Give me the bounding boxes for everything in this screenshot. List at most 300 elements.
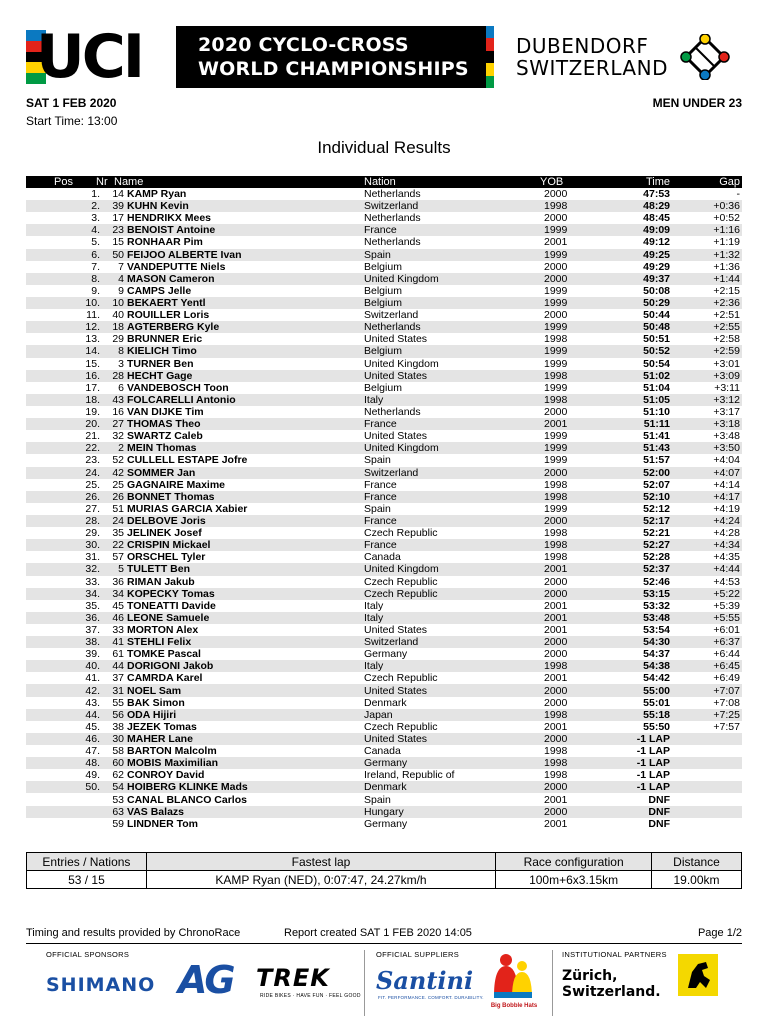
cell-pos: 38. xyxy=(85,636,100,649)
cell-nation: United States xyxy=(364,684,428,697)
cell-name: BRUNNER Eric xyxy=(127,333,203,346)
table-row xyxy=(26,818,742,830)
table-row xyxy=(26,236,742,248)
cell-name: MORTON Alex xyxy=(127,623,199,636)
cell-yob: 1998 xyxy=(544,757,568,770)
table-row xyxy=(26,733,742,745)
trek-tagline: RIDE BIKES · HAVE FUN · FEEL GOOD xyxy=(260,993,361,999)
cell-yob: 2000 xyxy=(544,636,568,649)
table-row xyxy=(26,418,742,430)
cell-nr: 54 xyxy=(112,781,124,794)
cell-name: TURNER Ben xyxy=(127,357,194,370)
santini-tagline: FIT. PERFORMANCE. COMFORT. DURABILITY. xyxy=(378,995,484,1000)
table-row xyxy=(26,188,742,200)
partner-divider xyxy=(552,950,553,1016)
entries-value: 53 / 15 xyxy=(27,871,147,889)
race-meta xyxy=(26,96,117,128)
cell-nr: 31 xyxy=(112,684,124,697)
cell-gap: +5:39 xyxy=(713,599,740,612)
table-row xyxy=(26,588,742,600)
table-row xyxy=(26,442,742,454)
cell-name: FEIJOO ALBERTE Ivan xyxy=(127,248,242,261)
cell-gap: +3:48 xyxy=(713,430,740,443)
cell-gap: +2:58 xyxy=(713,333,740,346)
cell-pos: 46. xyxy=(85,732,100,745)
cell-gap: +4:19 xyxy=(713,502,740,515)
cell-yob: 2001 xyxy=(544,418,568,431)
cell-yob: 2001 xyxy=(544,236,568,249)
entries-label: Entries / Nations xyxy=(27,853,147,871)
cell-time: -1 LAP xyxy=(636,732,670,745)
table-row xyxy=(26,297,742,309)
dubendorf-logo-icon xyxy=(680,34,730,80)
cell-pos: 36. xyxy=(85,611,100,624)
cell-name: LEONE Samuele xyxy=(127,611,210,624)
cell-gap: +1:32 xyxy=(713,248,740,261)
col-header-time: Time xyxy=(645,176,670,188)
table-row xyxy=(26,563,742,575)
zurich-logo xyxy=(562,968,661,1000)
cell-gap: +2:51 xyxy=(713,309,740,322)
cell-nation: Switzerland xyxy=(364,309,419,322)
cell-nation: Ireland, Republic of xyxy=(364,769,455,782)
table-row xyxy=(26,479,742,491)
cell-nr: 24 xyxy=(112,515,124,527)
cell-time: 55:18 xyxy=(643,708,670,721)
zurich-line1: Zürich, xyxy=(562,968,618,984)
col-header-gap: Gap xyxy=(719,176,740,188)
fastest-lap-value: KAMP Ryan (NED), 0:07:47, 24.27km/h xyxy=(146,871,495,889)
cell-gap: +1:19 xyxy=(713,236,740,249)
cell-pos: 34. xyxy=(85,587,100,600)
cell-gap: +6:01 xyxy=(713,623,740,636)
cell-gap: +6:45 xyxy=(713,660,740,673)
cell-time: 55:00 xyxy=(643,684,670,697)
cell-time: DNF xyxy=(648,793,670,806)
uci-logo-text: UCI xyxy=(36,22,143,92)
cell-yob: 1998 xyxy=(544,393,568,406)
cell-name: MOBIS Maximilian xyxy=(127,757,219,770)
cell-pos: 19. xyxy=(85,406,100,419)
cell-time: 52:17 xyxy=(643,515,670,527)
cell-nation: Switzerland xyxy=(364,636,419,649)
table-row xyxy=(26,551,742,563)
summary-header-row xyxy=(27,853,742,871)
location-line2: SWITZERLAND xyxy=(516,56,668,80)
cell-nation: United Kingdom xyxy=(364,272,439,285)
cell-name: BARTON Malcolm xyxy=(127,745,217,758)
cell-pos: 37. xyxy=(85,623,100,636)
cell-gap: +2:15 xyxy=(713,284,740,297)
cell-nr: 50 xyxy=(112,248,124,261)
cell-name: CONROY David xyxy=(127,769,205,782)
cell-nation: Belgium xyxy=(364,381,402,394)
cell-pos: 29. xyxy=(85,527,100,540)
cell-gap: +4:14 xyxy=(713,478,740,491)
cell-yob: 1998 xyxy=(544,478,568,491)
table-row xyxy=(26,430,742,442)
table-row xyxy=(26,624,742,636)
race-date: SAT 1 FEB 2020 xyxy=(26,96,117,110)
cell-time: 51:57 xyxy=(643,454,670,467)
cell-time: 53:32 xyxy=(643,599,670,612)
results-body xyxy=(26,188,742,830)
table-row xyxy=(26,672,742,684)
cell-yob: 2001 xyxy=(544,817,568,830)
table-row xyxy=(26,224,742,236)
table-row xyxy=(26,648,742,660)
cell-pos: 10. xyxy=(85,297,100,310)
start-time: Start Time: 13:00 xyxy=(26,114,118,128)
cell-time: 51:41 xyxy=(643,430,670,443)
cell-pos: 39. xyxy=(85,648,100,661)
table-row xyxy=(26,491,742,503)
cell-pos: 15. xyxy=(85,357,100,370)
cell-time: 52:37 xyxy=(643,563,670,576)
cell-pos: 41. xyxy=(85,672,100,685)
cell-gap: +6:49 xyxy=(713,672,740,685)
cell-yob: 1999 xyxy=(544,357,568,370)
cell-nr: 40 xyxy=(112,309,124,322)
cell-pos: 14. xyxy=(85,345,100,358)
cell-gap: +3:50 xyxy=(713,442,740,455)
cell-pos: 1. xyxy=(91,188,100,201)
cell-gap: +2:59 xyxy=(713,345,740,358)
cell-yob: 2000 xyxy=(544,466,568,479)
cell-name: HECHT Gage xyxy=(127,369,193,382)
cell-pos: 28. xyxy=(85,515,100,527)
cell-nation: Spain xyxy=(364,502,391,515)
cell-pos: 20. xyxy=(85,418,100,431)
cell-nr: 55 xyxy=(112,696,124,709)
cell-yob: 2001 xyxy=(544,611,568,624)
cell-pos: 6. xyxy=(91,248,100,261)
cell-pos: 31. xyxy=(85,551,100,564)
fastest-lap-label: Fastest lap xyxy=(146,853,495,871)
cell-time: 49:12 xyxy=(643,236,670,249)
cell-name: HOIBERG KLINKE Mads xyxy=(127,781,248,794)
table-row xyxy=(26,200,742,212)
zurich-line2: Switzerland. xyxy=(562,984,661,1000)
cell-name: DELBOVE Joris xyxy=(127,515,206,527)
cell-yob: 1998 xyxy=(544,200,568,213)
cell-nation: Netherlands xyxy=(364,188,421,201)
cell-name: SWARTZ Caleb xyxy=(127,430,203,443)
cell-nr: 14 xyxy=(112,188,124,201)
cell-nr: 45 xyxy=(112,599,124,612)
location-block xyxy=(494,26,742,88)
cell-gap: +4:34 xyxy=(713,539,740,552)
cell-pos: 22. xyxy=(85,442,100,455)
cell-gap: +6:37 xyxy=(713,636,740,649)
location-line1: DUBENDORF xyxy=(516,34,649,58)
cell-nation: United States xyxy=(364,369,428,382)
cell-time: 49:37 xyxy=(643,272,670,285)
cell-pos: 18. xyxy=(85,393,100,406)
cell-time: 50:52 xyxy=(643,345,670,358)
cell-pos: 25. xyxy=(85,478,100,491)
cell-nr: 4 xyxy=(118,272,124,285)
cell-name: CAMPS Jelle xyxy=(127,284,192,297)
cell-name: FOLCARELLI Antonio xyxy=(127,393,236,406)
cell-gap: +5:22 xyxy=(713,587,740,600)
cell-nation: Netherlands xyxy=(364,406,421,419)
cell-yob: 2000 xyxy=(544,272,568,285)
event-title-line2: WORLD CHAMPIONSHIPS xyxy=(198,58,469,80)
cell-name: KOPECKY Tomas xyxy=(127,587,215,600)
cell-nation: Belgium xyxy=(364,297,402,310)
table-row xyxy=(26,261,742,273)
zurich-lion-icon xyxy=(678,954,718,996)
cell-name: VANDEPUTTE Niels xyxy=(127,260,226,273)
cell-pos: 23. xyxy=(85,454,100,467)
cell-nr: 60 xyxy=(112,757,124,770)
table-row xyxy=(26,467,742,479)
cell-pos: 9. xyxy=(91,284,100,297)
cell-nation: Belgium xyxy=(364,345,402,358)
cell-time: 50:29 xyxy=(643,297,670,310)
santini-logo: Santini xyxy=(376,966,474,995)
table-row xyxy=(26,249,742,261)
cell-nation: France xyxy=(364,539,397,552)
cell-nr: 41 xyxy=(112,636,124,649)
cell-nation: Belgium xyxy=(364,260,402,273)
cell-nation: France xyxy=(364,515,397,527)
cell-time: 54:42 xyxy=(643,672,670,685)
cell-yob: 2000 xyxy=(544,732,568,745)
cell-pos: 40. xyxy=(85,660,100,673)
table-row xyxy=(26,406,742,418)
cell-pos: 30. xyxy=(85,539,100,552)
cell-nation: Japan xyxy=(364,708,393,721)
cell-nr: 33 xyxy=(112,623,124,636)
table-row xyxy=(26,394,742,406)
cell-nr: 42 xyxy=(112,466,124,479)
cell-pos: 49. xyxy=(85,769,100,782)
cell-pos: 7. xyxy=(91,260,100,273)
header-banner xyxy=(26,22,742,92)
cell-time: 52:00 xyxy=(643,466,670,479)
cell-gap: +7:08 xyxy=(713,696,740,709)
official-suppliers-label: OFFICIAL SUPPLIERS xyxy=(376,950,460,959)
institutional-partners-label: INSTITUTIONAL PARTNERS xyxy=(562,950,667,959)
cell-time: 52:10 xyxy=(643,490,670,503)
cell-nation: France xyxy=(364,478,397,491)
cell-nr: 59 xyxy=(112,817,124,830)
table-row xyxy=(26,503,742,515)
cell-time: 55:50 xyxy=(643,720,670,733)
cell-nation: Germany xyxy=(364,757,408,770)
cell-name: LINDNER Tom xyxy=(127,817,198,830)
cell-nation: Belgium xyxy=(364,284,402,297)
cell-yob: 1998 xyxy=(544,333,568,346)
cell-time: 50:54 xyxy=(643,357,670,370)
cell-name: VAN DIJKE Tim xyxy=(127,406,204,419)
cell-name: SOMMER Jan xyxy=(127,466,196,479)
summary-value-row xyxy=(27,871,742,889)
sponsors-strip xyxy=(26,948,742,1018)
cell-yob: 2000 xyxy=(544,696,568,709)
cell-nr: 44 xyxy=(112,660,124,673)
cell-nation: Spain xyxy=(364,454,391,467)
cell-nr: 15 xyxy=(112,236,124,249)
cell-nr: 56 xyxy=(112,708,124,721)
col-header-name: Name xyxy=(114,176,144,188)
cell-pos: 35. xyxy=(85,599,100,612)
cell-yob: 2000 xyxy=(544,805,568,818)
cell-nr: 9 xyxy=(118,284,124,297)
cell-time: -1 LAP xyxy=(636,745,670,758)
cell-time: 51:10 xyxy=(643,406,670,419)
cell-gap: +4:28 xyxy=(713,527,740,540)
table-row xyxy=(26,709,742,721)
cell-name: DORIGONI Jakob xyxy=(127,660,214,673)
cell-pos: 47. xyxy=(85,745,100,758)
cell-gap: - xyxy=(736,188,740,201)
table-row xyxy=(26,660,742,672)
cell-gap: +4:07 xyxy=(713,466,740,479)
cell-time: 53:15 xyxy=(643,587,670,600)
cell-yob: 2001 xyxy=(544,793,568,806)
cell-gap: +7:25 xyxy=(713,708,740,721)
cell-name: BAK Simon xyxy=(127,696,185,709)
race-config-value: 100m+6x3.15km xyxy=(496,871,652,889)
cell-yob: 1998 xyxy=(544,745,568,758)
cell-pos: 33. xyxy=(85,575,100,588)
cell-pos: 2. xyxy=(91,200,100,213)
cell-nr: 6 xyxy=(118,381,124,394)
cell-name: MURIAS GARCIA Xabier xyxy=(127,502,248,515)
results-table xyxy=(26,176,742,830)
cell-pos: 32. xyxy=(85,563,100,576)
cell-nr: 23 xyxy=(112,224,124,237)
cell-name: CAMRDA Karel xyxy=(127,672,203,685)
table-row xyxy=(26,721,742,733)
ag-logo: AG xyxy=(178,958,233,1002)
cell-name: BONNET Thomas xyxy=(127,490,215,503)
cell-gap: +4:04 xyxy=(713,454,740,467)
cell-nation: Czech Republic xyxy=(364,720,438,733)
cell-time: 55:01 xyxy=(643,696,670,709)
cell-time: DNF xyxy=(648,817,670,830)
table-row xyxy=(26,612,742,624)
table-row xyxy=(26,515,742,527)
cell-pos: 24. xyxy=(85,466,100,479)
table-row xyxy=(26,321,742,333)
cell-nation: Czech Republic xyxy=(364,672,438,685)
cell-gap: +4:35 xyxy=(713,551,740,564)
cell-name: TOMKE Pascal xyxy=(127,648,201,661)
cell-nr: 18 xyxy=(112,321,124,334)
cell-gap: +4:17 xyxy=(713,490,740,503)
cell-name: KUHN Kevin xyxy=(127,200,189,213)
cell-time: 51:02 xyxy=(643,369,670,382)
cell-nation: Canada xyxy=(364,551,401,564)
cell-gap: +4:44 xyxy=(713,563,740,576)
table-row xyxy=(26,769,742,781)
cell-yob: 2000 xyxy=(544,515,568,527)
table-row xyxy=(26,781,742,793)
cell-nr: 35 xyxy=(112,527,124,540)
cell-pos: 8. xyxy=(91,272,100,285)
cell-nr: 16 xyxy=(112,406,124,419)
cell-name: RIMAN Jakub xyxy=(127,575,195,588)
cell-yob: 1998 xyxy=(544,369,568,382)
cell-nation: Italy xyxy=(364,611,384,624)
cell-nr: 27 xyxy=(112,418,124,431)
cell-name: JELINEK Josef xyxy=(127,527,202,540)
cell-yob: 2000 xyxy=(544,212,568,225)
cell-pos: 5. xyxy=(91,236,100,249)
cell-name: STEHLI Felix xyxy=(127,636,192,649)
cell-time: DNF xyxy=(648,805,670,818)
cell-nr: 2 xyxy=(118,442,124,455)
cell-nation: France xyxy=(364,490,397,503)
cell-nr: 62 xyxy=(112,769,124,782)
cell-yob: 1998 xyxy=(544,551,568,564)
table-row xyxy=(26,793,742,805)
cell-pos: 11. xyxy=(86,309,100,322)
cell-yob: 2001 xyxy=(544,720,568,733)
table-row xyxy=(26,333,742,345)
cell-yob: 1998 xyxy=(544,527,568,540)
cell-yob: 1999 xyxy=(544,321,568,334)
cell-nation: Italy xyxy=(364,393,384,406)
cell-name: AGTERBERG Kyle xyxy=(127,321,220,334)
cell-nr: 28 xyxy=(112,369,124,382)
cell-time: 54:37 xyxy=(643,648,670,661)
cell-yob: 2001 xyxy=(544,623,568,636)
cell-nation: United States xyxy=(364,732,428,745)
cell-time: 50:51 xyxy=(643,333,670,346)
cell-nation: Denmark xyxy=(364,781,407,794)
cell-pos: 27. xyxy=(85,502,100,515)
cell-nr: 46 xyxy=(112,611,124,624)
cell-gap: +3:18 xyxy=(713,418,740,431)
cell-yob: 1999 xyxy=(544,430,568,443)
cell-nation: Czech Republic xyxy=(364,575,438,588)
cell-nation: Italy xyxy=(364,599,384,612)
table-row xyxy=(26,370,742,382)
cell-time: 53:54 xyxy=(643,623,670,636)
cell-yob: 1998 xyxy=(544,708,568,721)
cell-yob: 2000 xyxy=(544,188,568,201)
cell-name: CANAL BLANCO Carlos xyxy=(127,793,247,806)
cell-nr: 3 xyxy=(118,357,124,370)
cell-yob: 1999 xyxy=(544,345,568,358)
cell-time: 52:27 xyxy=(643,539,670,552)
cell-nation: Czech Republic xyxy=(364,587,438,600)
race-summary-table xyxy=(26,852,742,889)
cell-yob: 2000 xyxy=(544,648,568,661)
cell-yob: 1999 xyxy=(544,454,568,467)
cell-yob: 1999 xyxy=(544,381,568,394)
cell-time: 51:04 xyxy=(643,381,670,394)
table-row xyxy=(26,745,742,757)
cell-pos: 4. xyxy=(91,224,100,237)
col-header-nr: Nr xyxy=(96,176,108,188)
cell-nr: 57 xyxy=(112,551,124,564)
cell-name: ORSCHEL Tyler xyxy=(127,551,206,564)
table-row xyxy=(26,806,742,818)
cell-time: -1 LAP xyxy=(636,757,670,770)
cell-yob: 1999 xyxy=(544,502,568,515)
cell-time: 54:38 xyxy=(643,660,670,673)
cell-gap: +5:55 xyxy=(713,611,740,624)
cell-time: 53:48 xyxy=(643,611,670,624)
cell-nr: 38 xyxy=(112,720,124,733)
table-row xyxy=(26,684,742,696)
